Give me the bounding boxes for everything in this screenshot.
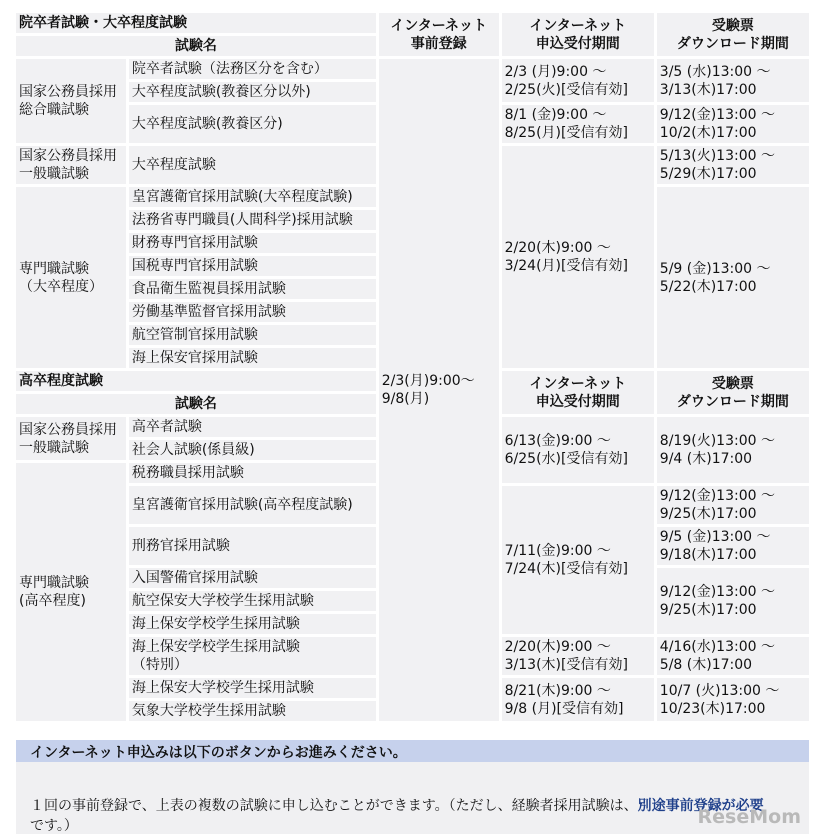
- exam-row: 航空管制官採用試験: [129, 325, 376, 345]
- ticket-period: [657, 417, 809, 483]
- ticket-period-value: 5/9 (金)13:00 ～ 5/22(木)17:00: [659, 260, 771, 295]
- section-title-univ: 院卒者試験・大卒程度試験: [16, 13, 376, 33]
- col-header-apply-period: [502, 13, 654, 56]
- exam-row: 院卒者試験（法務区分を含む）: [129, 59, 376, 79]
- col-header-ticket-label: 受験票 ダウンロード期間: [676, 375, 789, 410]
- apply-period-value: 8/1 (金)9:00 ～ 8/25(月)[受信有効]: [504, 107, 628, 141]
- ticket-period-value: 8/19(火)13:00 ～ 9/4 (木)17:00: [659, 433, 775, 467]
- application-note-title: インターネット申込みは以下のボタンからお進みください。: [30, 745, 407, 761]
- exam-row: 航空保安大学校学生採用試験: [129, 591, 376, 611]
- col-header-ticket-label: 受験票 ダウンロード期間: [676, 17, 789, 52]
- category-ippanshoku-high: [16, 417, 126, 460]
- category-label: 国家公務員採用 一般職試験: [19, 148, 117, 182]
- schedule-table: [13, 10, 812, 724]
- apply-period: [502, 486, 654, 634]
- ticket-period-value: 5/13(火)13:00 ～ 5/29(木)17:00: [659, 148, 775, 182]
- note-text: １回の事前登録で、上表の複数の試験に申し込むことができます。（ただし、経験者採用試験は、: [30, 798, 638, 814]
- ticket-period-value: 9/12(金)13:00 ～ 9/25(木)17:00: [659, 488, 775, 522]
- col-header-pre-registration-label: インターネット 事前登録: [390, 17, 488, 52]
- section-title-high: 高卒程度試験: [16, 371, 376, 391]
- exam-row: 気象大学校学生採用試験: [129, 701, 376, 721]
- exam-row: 海上保安大学校学生採用試験: [129, 678, 376, 698]
- exam-row: 高卒者試験: [129, 417, 376, 437]
- exam-row: 刑務官採用試験: [129, 527, 376, 565]
- ticket-period-value: 9/5 (金)13:00 ～ 9/18(木)17:00: [659, 529, 771, 563]
- ticket-period: [657, 568, 809, 634]
- exam-row: 財務専門官採用試験: [129, 233, 376, 253]
- pre-registration-value: 2/3(月)9:00～ 9/8(月): [381, 373, 475, 407]
- exam-row: 大卒程度試験(教養区分): [129, 105, 376, 143]
- exam-row: 大卒程度試験: [129, 146, 376, 184]
- pre-registration-period: [379, 59, 499, 721]
- category-ippanshoku: [16, 146, 126, 184]
- ticket-period: [657, 678, 809, 721]
- col-header-pre-registration: [379, 13, 499, 56]
- apply-period-value: 2/20(木)9:00 ～ 3/13(木)[受信有効]: [504, 639, 628, 673]
- application-note: [30, 796, 810, 836]
- exam-row: 入国警備官採用試験: [129, 568, 376, 588]
- category-label: 専門職試験 （大卒程度）: [19, 260, 103, 295]
- exam-row: 法務省専門職員(人間科学)採用試験: [129, 210, 376, 230]
- ticket-period-value: 9/12(金)13:00 ～ 9/25(木)17:00: [659, 584, 775, 618]
- apply-period: [502, 637, 654, 675]
- exam-row: 国税専門官採用試験: [129, 256, 376, 276]
- exam-row: 皇宮護衛官採用試験(高卒程度試験): [129, 486, 376, 524]
- exam-name-header: 試験名: [16, 36, 376, 56]
- col-header-apply-period-high: [502, 371, 654, 414]
- exam-row: [129, 637, 376, 675]
- exam-row: 労働基準監督官採用試験: [129, 302, 376, 322]
- ticket-period-value: 3/5 (水)13:00 ～ 3/13(木)17:00: [659, 63, 771, 98]
- category-sogoshoku: [16, 59, 126, 143]
- col-header-apply-label: インターネット 申込受付期間: [529, 375, 627, 410]
- category-label: 専門職試験 (高卒程度): [19, 575, 89, 609]
- category-senmonshoku-high: [16, 463, 126, 721]
- exam-row: 社会人試験(係員級): [129, 440, 376, 460]
- ticket-period: [657, 59, 809, 102]
- apply-period: [502, 678, 654, 721]
- exam-row: 税務職員採用試験: [129, 463, 376, 483]
- apply-period: [502, 146, 654, 368]
- ticket-period: [657, 146, 809, 184]
- apply-period-value: 8/21(木)9:00 ～ 9/8 (月)[受信有効]: [504, 682, 624, 717]
- exam-label: 海上保安学校学生採用試験 （特別）: [131, 639, 300, 673]
- category-senmonshoku-univ: [16, 187, 126, 368]
- exam-row: 海上保安官採用試験: [129, 348, 376, 368]
- apply-period-value: 2/3 (月)9:00 ～ 2/25(火)[受信有効]: [504, 63, 628, 98]
- ticket-period: [657, 527, 809, 565]
- category-label: 国家公務員採用 総合職試験: [19, 84, 117, 118]
- resemom-watermark: ReseMom: [697, 806, 801, 828]
- apply-period: [502, 105, 654, 143]
- exam-name-header-high: 試験名: [16, 394, 376, 414]
- apply-period: [502, 417, 654, 483]
- col-header-ticket-period-high: [657, 371, 809, 414]
- application-note-header: [16, 740, 809, 762]
- exam-row: 大卒程度試験(教養区分以外): [129, 82, 376, 102]
- exam-row: 皇宮護衛官採用試験(大卒程度試験): [129, 187, 376, 207]
- col-header-ticket-period: [657, 13, 809, 56]
- separate-registration-link[interactable]: 別途事前登録が必要: [637, 798, 764, 814]
- col-header-apply-label: インターネット 申込受付期間: [529, 17, 627, 52]
- apply-period-value: 2/20(木)9:00 ～ 3/24(月)[受信有効]: [504, 240, 628, 274]
- category-label: 国家公務員採用 一般職試験: [19, 421, 117, 456]
- exam-schedule: [13, 10, 812, 834]
- exam-row: 海上保安学校学生採用試験: [129, 614, 376, 634]
- ticket-period: [657, 486, 809, 524]
- application-note-box: [16, 740, 809, 834]
- ticket-period-value: 10/7 (火)13:00 ～ 10/23(木)17:00: [659, 682, 780, 717]
- apply-period: [502, 59, 654, 102]
- exam-row: 食品衛生監視員採用試験: [129, 279, 376, 299]
- apply-period-value: 6/13(金)9:00 ～ 6/25(水)[受信有効]: [504, 433, 628, 467]
- note-text-end: です。）: [30, 818, 78, 834]
- apply-period-value: 7/11(金)9:00 ～ 7/24(木)[受信有効]: [504, 543, 628, 577]
- ticket-period-value: 4/16(水)13:00 ～ 5/8 (木)17:00: [659, 639, 775, 673]
- ticket-period: [657, 187, 809, 368]
- ticket-period-value: 9/12(金)13:00 ～ 10/2(木)17:00: [659, 107, 775, 141]
- ticket-period: [657, 105, 809, 143]
- ticket-period: [657, 637, 809, 675]
